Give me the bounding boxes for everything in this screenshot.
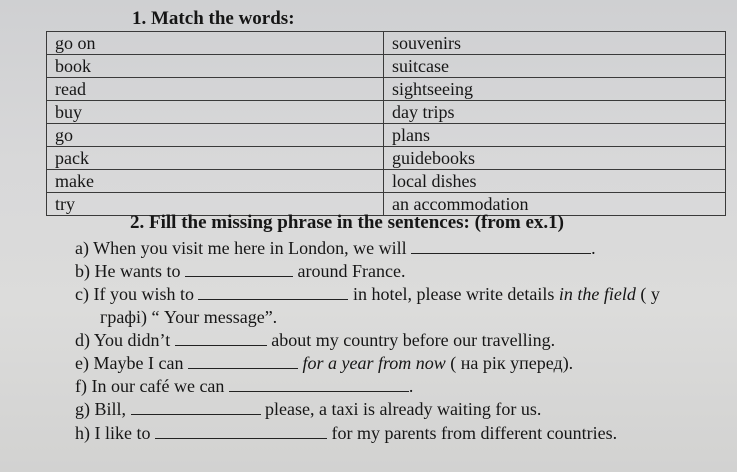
- right-word: souvenirs: [384, 32, 726, 55]
- right-word: sightseeing: [384, 78, 726, 101]
- left-word: book: [47, 55, 384, 78]
- table-row: [47, 78, 726, 101]
- sentence-text: Bill,: [94, 399, 127, 419]
- sentence-text: In our café we can: [91, 376, 225, 396]
- right-word: plans: [384, 124, 726, 147]
- table-row: [47, 147, 726, 170]
- sentence-h: [75, 423, 617, 444]
- left-word: go: [47, 124, 384, 147]
- sentence-end: .: [591, 238, 596, 258]
- right-word: guidebooks: [384, 147, 726, 170]
- table-row: [47, 55, 726, 78]
- answer-blank[interactable]: [188, 354, 298, 369]
- sentence-italic: in the field: [558, 284, 636, 304]
- left-word: pack: [47, 147, 384, 170]
- sentence-tail: ( y: [640, 284, 660, 304]
- exercise-2-heading: 2. Fill the missing phrase in the sentences: (from ex.1): [130, 212, 564, 233]
- left-word: read: [47, 78, 384, 101]
- right-word: local dishes: [384, 170, 726, 193]
- sentence-text: Maybe I can: [93, 353, 184, 373]
- sentence-text: When you visit me here in London, we will: [93, 238, 407, 258]
- answer-blank[interactable]: [229, 377, 409, 392]
- sentence-letter: a): [75, 238, 89, 258]
- right-word: an accommodation: [384, 193, 726, 216]
- answer-blank[interactable]: [198, 285, 348, 300]
- sentence-end: about my country before our travelling.: [271, 330, 556, 350]
- sentence-text: If you wish to: [93, 284, 194, 304]
- sentence-text: He wants to: [94, 261, 181, 281]
- sentence-letter: d): [75, 330, 90, 350]
- sentence-letter: h): [75, 423, 90, 443]
- match-table: [46, 31, 726, 216]
- answer-blank[interactable]: [155, 424, 327, 439]
- answer-blank[interactable]: [175, 331, 267, 346]
- sentence-end: ( на рік уперед).: [450, 353, 574, 373]
- sentence-d: [75, 330, 555, 351]
- sentence-letter: c): [75, 284, 89, 304]
- sentence-b: [75, 261, 405, 282]
- left-word: go on: [47, 32, 384, 55]
- sentence-italic: for a year from now: [302, 353, 446, 373]
- answer-blank[interactable]: [411, 239, 591, 254]
- sentence-a: [75, 238, 596, 259]
- sentence-text: You didn’t: [93, 330, 171, 350]
- answer-blank[interactable]: [131, 400, 261, 415]
- sentence-end: please, a taxi is already waiting for us.: [265, 399, 542, 419]
- sentence-letter: e): [75, 353, 89, 373]
- table-row: [47, 170, 726, 193]
- sentence-end: around France.: [297, 261, 406, 281]
- sentence-g: [75, 399, 541, 420]
- table-row: [47, 32, 726, 55]
- left-word: try: [47, 193, 384, 216]
- answer-blank[interactable]: [185, 262, 293, 277]
- sentence-c-continued: графі) “ Your message”.: [100, 307, 278, 327]
- exercise-1-heading: 1. Match the words:: [132, 8, 295, 29]
- sentence-c: [75, 284, 660, 305]
- sentence-letter: g): [75, 399, 90, 419]
- sentence-text: I like to: [94, 423, 151, 443]
- sentence-letter: b): [75, 261, 90, 281]
- right-word: suitcase: [384, 55, 726, 78]
- sentence-e: [75, 353, 573, 374]
- sentence-f: [75, 376, 413, 397]
- sentence-end: for my parents from different countries.: [331, 423, 618, 443]
- sentence-letter: f): [75, 376, 87, 396]
- sentence-end: in hotel, please write details: [352, 284, 555, 304]
- right-word: day trips: [384, 101, 726, 124]
- left-word: buy: [47, 101, 384, 124]
- table-row: [47, 101, 726, 124]
- left-word: make: [47, 170, 384, 193]
- sentence-end: .: [408, 376, 414, 396]
- table-row: [47, 124, 726, 147]
